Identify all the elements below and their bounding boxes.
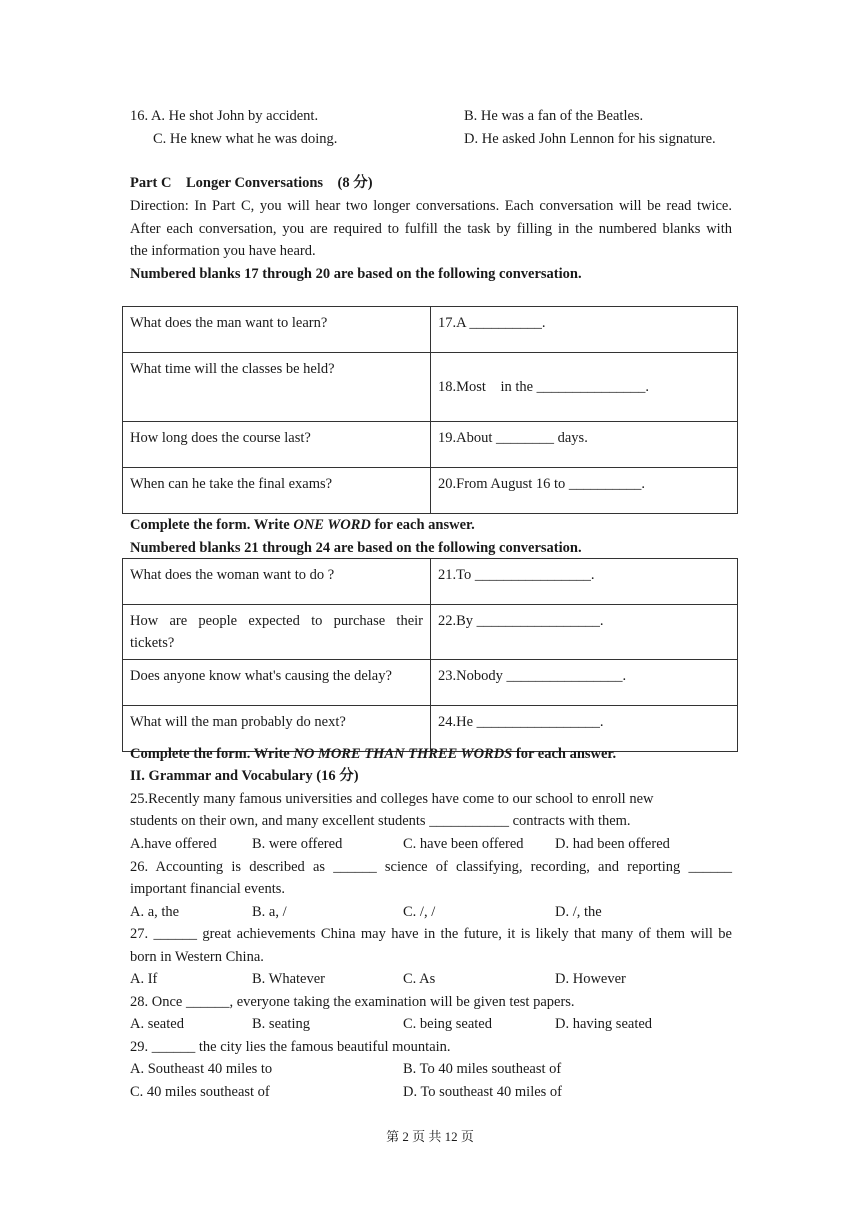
q16-option-a: 16. A. He shot John by accident. — [130, 108, 319, 124]
q27-option-d: D. However — [555, 971, 626, 987]
part-c-direction-line-1: Direction: In Part C, you will hear two longer conversations. Each conversation will be read twice. — [130, 198, 732, 214]
q16-option-b: B. He was a fan of the Beatles. — [464, 108, 644, 124]
q29-option-b: B. To 40 miles southeast of — [403, 1061, 562, 1077]
q25-option-d: D. had been offered — [555, 836, 670, 852]
form-question: What time will the classes be held? — [123, 353, 431, 422]
q26-option-b: B. a, / — [252, 904, 287, 920]
form-row — [123, 353, 738, 422]
instruction-text: Complete the form. Write — [130, 517, 294, 533]
conversation-1-form — [122, 306, 738, 514]
q28-option-d: D. having seated — [555, 1016, 653, 1032]
q26-option-c: C. /, / — [403, 904, 436, 920]
q26-stem-line-1: 26. Accounting is described as ______ science of classifying, recording, and reporting ______ — [130, 859, 732, 875]
conversation-1-intro: Numbered blanks 17 through 20 are based on the following conversation. — [130, 266, 582, 282]
section-2-heading: II. Grammar and Vocabulary (16 分) — [130, 768, 359, 784]
q25-option-c: C. have been offered — [403, 836, 524, 852]
instruction-emphasis: NO MORE THAN THREE WORDS — [293, 746, 513, 762]
q25-option-b: B. were offered — [252, 836, 343, 852]
form-answer-blank: 17.A __________. — [431, 307, 738, 353]
q27-stem-line-2: born in Western China. — [130, 949, 264, 965]
conversation-2-instruction — [130, 744, 616, 764]
q29-option-a: A. Southeast 40 miles to — [130, 1061, 273, 1077]
page-footer: 第 2 页 共 12 页 — [386, 1129, 474, 1144]
conversation-2-form — [122, 558, 738, 752]
form-answer-blank: 21.To ________________. — [431, 559, 738, 605]
conversation-1-instruction — [130, 515, 475, 535]
q29-stem: 29. ______ the city lies the famous beautiful mountain. — [130, 1039, 451, 1055]
q29-option-c: C. 40 miles southeast of — [130, 1084, 270, 1100]
q16-option-c: C. He knew what he was doing. — [153, 131, 338, 147]
instruction-text: Complete the form. Write — [130, 746, 294, 762]
form-question: What does the woman want to do ? — [123, 559, 431, 605]
form-row — [123, 605, 738, 660]
form-answer-blank: 20.From August 16 to __________. — [431, 468, 738, 514]
q27-option-a: A. If — [130, 971, 158, 987]
form-question: How long does the course last? — [123, 422, 431, 468]
q27-option-b: B. Whatever — [252, 971, 326, 987]
form-answer-blank: 18.Most in the _______________. — [431, 353, 738, 422]
form-row — [123, 559, 738, 605]
part-c-heading: Part C Longer Conversations (8 分) — [130, 175, 373, 191]
q26-option-d: D. /, the — [555, 904, 602, 920]
q25-option-a: A.have offered — [130, 836, 217, 852]
form-row — [123, 468, 738, 514]
q29-option-d: D. To southeast 40 miles of — [403, 1084, 563, 1100]
form-question: How are people expected to purchase their tickets? — [123, 605, 431, 660]
part-c-direction-line-2: After each conversation, you are required to fulfill the task by filling in the numbered blanks with — [130, 221, 732, 237]
q28-option-a: A. seated — [130, 1016, 184, 1032]
form-answer-blank: 24.He _________________. — [431, 706, 738, 752]
part-c-direction-line-3: the information you have heard. — [130, 243, 316, 259]
form-question: Does anyone know what's causing the delay? — [123, 660, 431, 706]
q28-option-c: C. being seated — [403, 1016, 492, 1032]
q25-stem-line-1: 25.Recently many famous universities and colleges have come to our school to enroll new — [130, 791, 654, 807]
q28-stem: 28. Once ______, everyone taking the examination will be given test papers. — [130, 994, 575, 1010]
q26-stem-line-2: important financial events. — [130, 881, 286, 897]
form-answer-blank: 22.By _________________. — [431, 605, 738, 660]
q26-option-a: A. a, the — [130, 904, 180, 920]
q27-stem-line-1: 27. ______ great achievements China may have in the future, it is likely that many of them will be — [130, 926, 732, 942]
form-row — [123, 660, 738, 706]
form-question: What will the man probably do next? — [123, 706, 431, 752]
conversation-2-intro: Numbered blanks 21 through 24 are based on the following conversation. — [130, 540, 582, 556]
q25-stem-line-2: students on their own, and many excellent students ___________ contracts with them. — [130, 813, 631, 829]
q28-option-b: B. seating — [252, 1016, 310, 1032]
form-answer-blank: 19.About ________ days. — [431, 422, 738, 468]
instruction-text: for each answer. — [370, 517, 475, 533]
instruction-emphasis: ONE WORD — [293, 517, 371, 533]
form-row — [123, 422, 738, 468]
form-row — [123, 307, 738, 353]
form-question: When can he take the final exams? — [123, 468, 431, 514]
form-question: What does the man want to learn? — [123, 307, 431, 353]
q16-option-d: D. He asked John Lennon for his signature. — [464, 131, 716, 147]
q27-option-c: C. As — [403, 971, 436, 987]
form-answer-blank: 23.Nobody ________________. — [431, 660, 738, 706]
instruction-text: for each answer. — [512, 746, 617, 762]
